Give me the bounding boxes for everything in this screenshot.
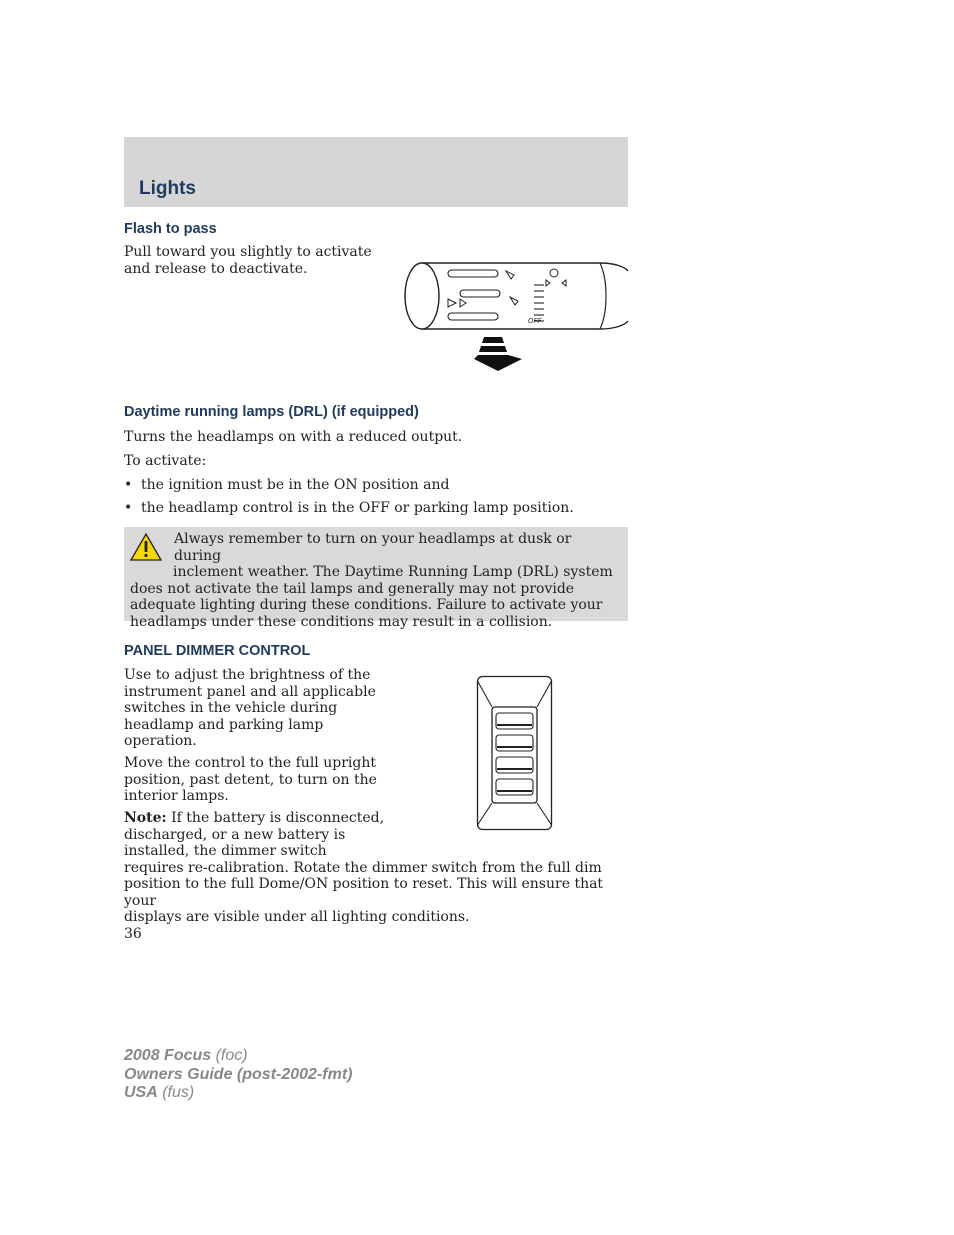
flash-to-pass-line-1: Pull toward you slightly to activate [124,244,372,260]
warning-line-5: headlamps under these conditions may result in a collision. [130,613,553,630]
panel-dimmer-heading: PANEL DIMMER CONTROL [124,643,311,659]
panel-dimmer-switch-illustration [476,675,554,833]
footer-line-1: 2008 Focus (foc) [124,1047,248,1064]
warning-line-1: Always remember to turn on your headlamps at dusk or during [174,531,572,564]
warning-line-2: inclement weather. The Daytime Running Lamp (DRL) system [173,564,613,580]
drl-to-activate: To activate: [124,453,207,469]
warning-line-3: does not activate the tail lamps and generally may not provide [130,580,575,597]
panel-dimmer-para-2: Move the control to the full upright position, past detent, to turn on the interior lamps. [124,755,377,804]
footer-line-2: Owners Guide (post-2002-fmt) [124,1066,353,1083]
note-label: Note: [124,810,167,826]
warning-line-4: adequate lighting during these conditions. Failure to activate your [130,597,603,613]
warning-triangle-icon [130,531,170,563]
section-title: Lights [139,178,196,199]
footer-line-3: USA (fus) [124,1084,195,1101]
panel-dimmer-note: Note: If the battery is disconnected, discharged, or a new battery is installed, the dimmer switch requires re-calibration. Rotate the dimmer switch from the full dim position to the full Dome/ON position to reset. This will ensure that your displays are visible under all lighting conditions. [124,810,604,925]
pull-direction-arrow-icon [474,337,522,371]
drl-bullet-2: • the headlamp control is in the OFF or parking lamp position. [124,500,574,516]
panel-dimmer-para-1: Use to adjust the brightness of the instrument panel and all applicable switches in the vehicle during headlamp and parking lamp operation. [124,667,376,749]
drl-bullet-1: • the ignition must be in the ON position and [124,477,450,493]
page-number: 36 [124,926,142,942]
section-header-band [124,137,628,207]
warning-text [130,531,620,630]
flash-to-pass-line-2: and release to deactivate. [124,261,308,277]
drl-intro: Turns the headlamps on with a reduced output. [124,429,463,445]
drl-heading: Daytime running lamps (DRL) (if equipped) [124,404,419,420]
flash-to-pass-heading: Flash to pass [124,221,217,237]
stalk-off-label: OFF [528,317,542,325]
headlamp-stalk-illustration [400,255,632,380]
